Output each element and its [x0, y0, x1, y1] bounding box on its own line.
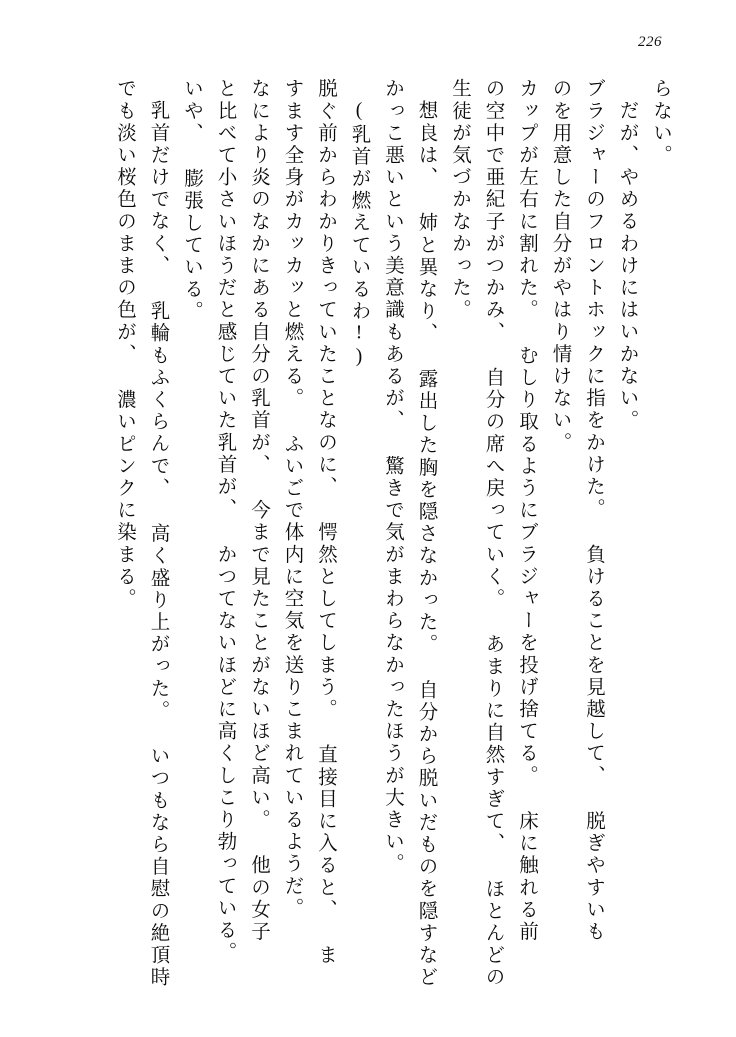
text-line: かっこ悪いという美意識もあるが、 驚きで気がまわらなかったほうが大きい。 — [382, 78, 403, 876]
text-line: 乳首だけでなく、 乳輪もふくらんで、 高く盛り上がった。 いつもなら自慰の絶頂時 — [147, 100, 169, 989]
text-line: 脱ぐ前からわかりきっていたことなのに、 愕然としてしまう。 直接目に入ると、 ま — [315, 78, 336, 967]
text-line: でも淡い桜色のままの色が、 濃いピンクに染まる。 — [114, 78, 135, 610]
text-line: なにより炎のなかにある自分の乳首が、 今まで見たことがないほど高い。 他の女子 — [248, 78, 269, 943]
text-line: の空中で亜紀子がつかみ、 自分の席へ戻っていく。 あまりに自然すぎて、 ほとんどの — [482, 78, 504, 989]
text-line: 想良は、 姉と異なり、 露出した胸を隠さなかった。 自分から脱いだものを隠すなど — [415, 100, 437, 989]
text-line: ブラジャーのフロントホックに指をかけた。 負けることを見越して、 脱ぎやすいも — [583, 78, 604, 943]
text-line: と比べて小さいほうだと感じていた乳首が、 かつてないほどに高くしこり勃っている。 — [214, 78, 236, 964]
text-line: すます全身がカッカッと燃える。 ふいごで体内に空気を送りこまれているようだ。 — [281, 78, 303, 920]
text-line: だが、やめるわけにはいかない。 — [616, 100, 638, 432]
text-line: 生徒が気づかなかった。 — [449, 78, 470, 322]
text-line: カップが左右に割れた。 むしり取るようにブラジャーを投げ捨てる。 床に触れる前 — [516, 78, 537, 943]
text-line: らない。 — [650, 78, 671, 167]
text-line: のを用意した自分がやはり情けない。 — [549, 78, 571, 454]
page-number: 226 — [638, 34, 662, 50]
text-line: いや、 膨張している。 — [181, 78, 202, 323]
vertical-text-body — [64, 78, 671, 989]
text-line: (乳首が燃えているわ!) — [348, 100, 370, 370]
